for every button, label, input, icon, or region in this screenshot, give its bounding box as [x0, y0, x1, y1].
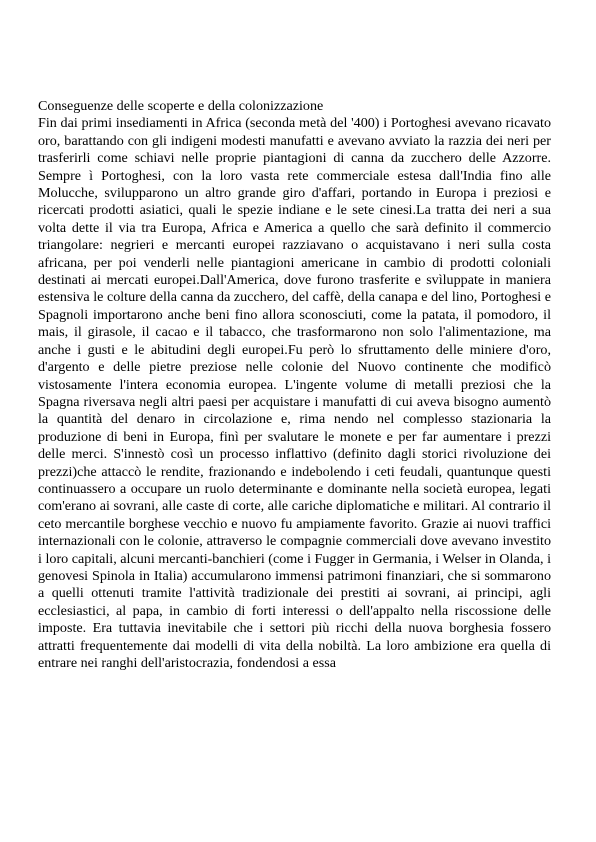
document-content	[38, 98, 551, 672]
document-body: Fin dai primi insediamenti in Africa (seconda metà del '400) i Portoghesi avevano ricavato oro, barattando con gli indigeni modesti manufatti e avevano avviato la razzia dei neri per trasferirli come schiavi nelle proprie piantagioni di canna da zucchero delle Azzorre. Sempre ì Portoghesi, con la loro vasta rete commerciale estesa dall'India fino alle Molucche, svilupparono un altro grande giro d'affari, portando in Europa i preziosi e ricercati prodotti asiatici, quali le spezie indiane e le sete cinesi.La tratta dei neri a sua volta dette il via tra Europa, Africa e America a quello che sarà definito il commercio triangolare: negrieri e mercanti europei razziavano o acquistavano i neri sulla costa africana, per poi venderli nelle piantagioni americane in cambio di prodotti coloniali destinati ai mercati europei.Dall'America, dove furono trasferite e svìluppate in maniera estensiva le colture della canna da zucchero, del caffè, della canapa e del lino, Portoghesi e Spagnoli importarono anche beni fino allora sconosciuti, come la patata, il pomodoro, il mais, il girasole, il cacao e il tabacco, che trasformarono non solo l'alimentazione, ma anche i gusti e le abitudini degli europei.Fu però lo sfruttamento delle miniere d'oro, d'argento e delle pietre preziose nelle colonie del Nuovo continente che modificò vistosamente l'intera economia europea. L'ingente volume di metalli preziosi che la Spagna riversava negli altri paesi per acquistare i manufatti di cui aveva bisogno aumentò la quantità del denaro in circolazione e, rima nendo nel complesso stazionaria la produzione di beni in Europa, finì per svalutare le monete e per far aumentare i prezzi delle merci. S'innestò così un processo inflattivo (definito dagli storici rivoluzione dei prezzi)che attaccò le rendite, frazionando e indebolendo i ceti feudali, quantunque questi continuassero a occupare un ruolo determinante e dominante nella società europea, legati com'erano ai sovrani, alle caste di corte, alle cariche diplomatiche e militari. Al contrario il ceto mercantile borghese vecchio e nuovo fu ampiamente favorito. Grazie ai nuovi traffici internazionali con le colonie, attraverso le compagnie commerciali dove avevano investito i loro capitali, alcuni mercanti-banchieri (come i Fugger in Germania, i Welser in Olanda, i genovesi Spinola in Italia) accumularono immensi patrimoni finanziari, che si sommarono a quelli ottenuti tramite l'attività tradizionale dei prestiti ai sovrani, ai principi, agli ecclesiastici, al papa, in cambio di forti interessi o dell'appalto nella riscossione delle imposte. Era tuttavia inevitabile che i settori più ricchi della nuova borghesia fossero attratti frequentemente dai modelli di vita della nobiltà. La loro ambizione era quella di entrare nei ranghi dell'aristocrazia, fondendosi a essa	[38, 115, 551, 671]
document-title: Conseguenze delle scoperte e della colonizzazione	[38, 98, 324, 114]
